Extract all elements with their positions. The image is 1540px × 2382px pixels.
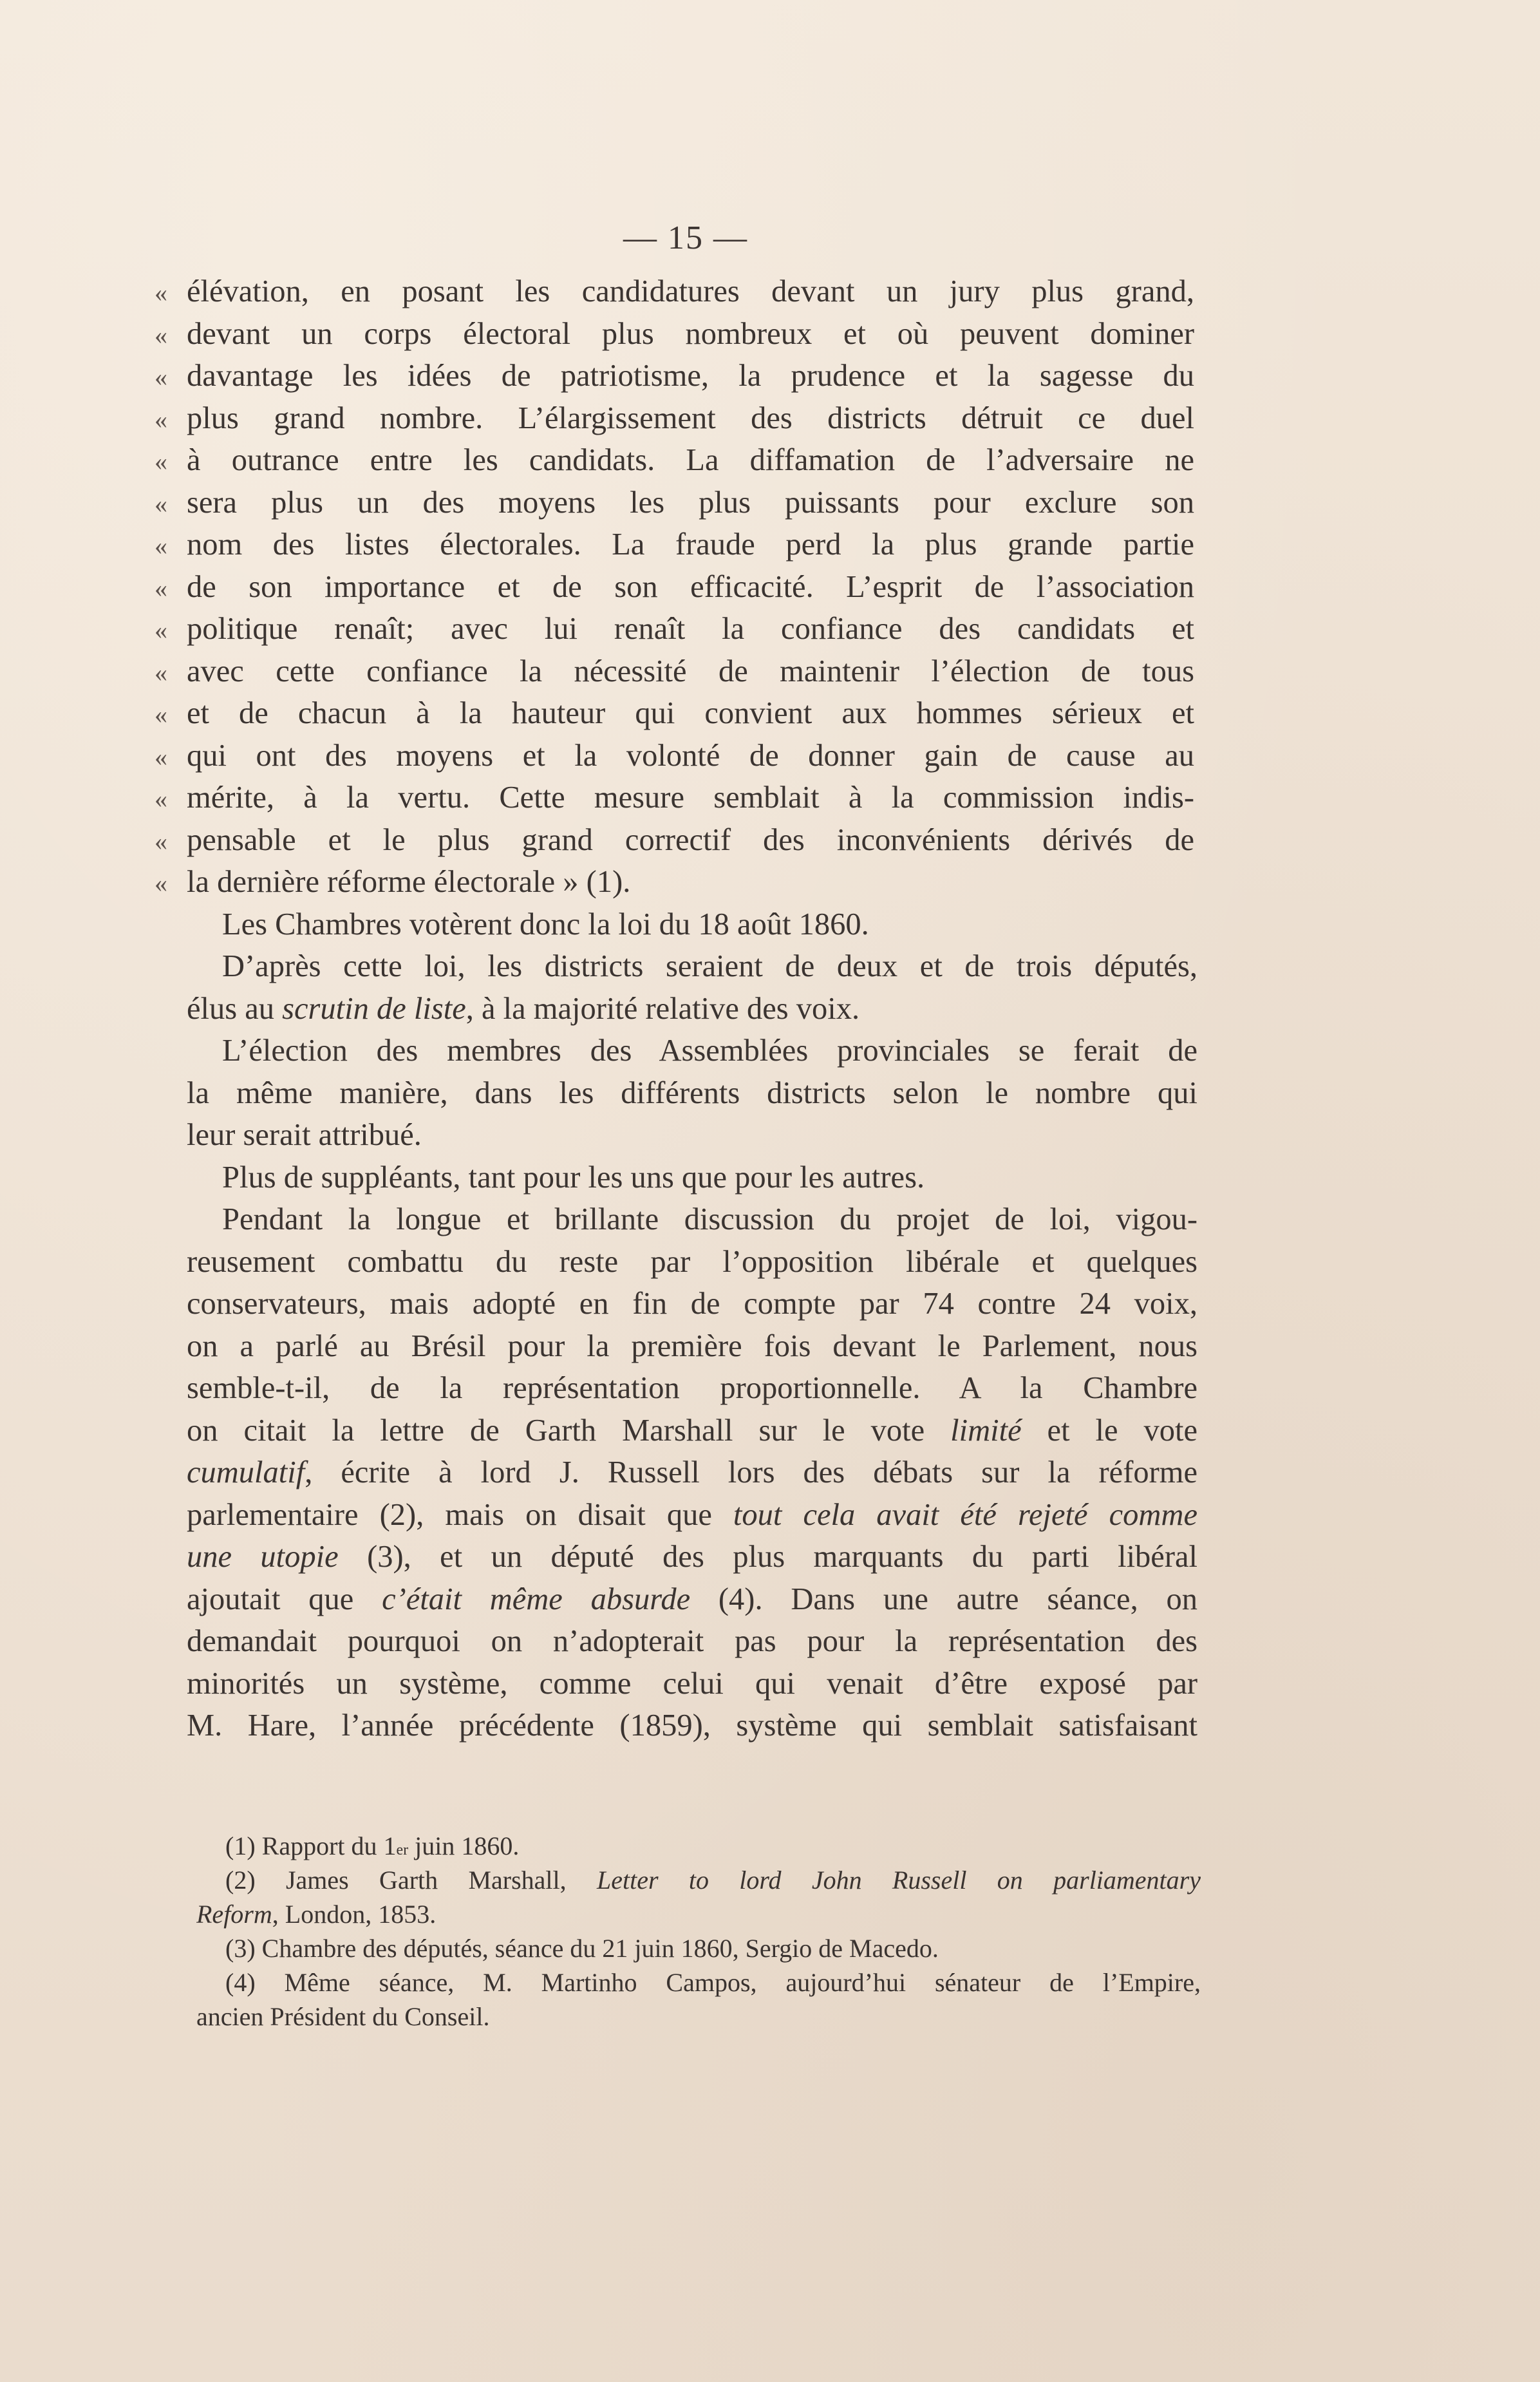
quote-mark: « <box>155 363 167 392</box>
quote-mark: « <box>155 657 167 687</box>
quote-text: politique renaît; avec lui renaît la confiance des candidats et <box>187 612 1194 646</box>
footnote-2 <box>196 1863 1201 1897</box>
quote-mark: « <box>155 616 167 645</box>
paragraph-line: semble-t-il, de la représentation proportionnelle. A la Chambre <box>187 1371 1197 1405</box>
paragraph-line <box>187 1410 1197 1452</box>
superscript: er <box>396 1842 409 1858</box>
paragraph-line <box>187 1578 1197 1621</box>
quote-line <box>155 313 1197 355</box>
quote-line <box>155 735 1197 777</box>
quote-mark: « <box>155 784 167 813</box>
quoted-passage <box>155 270 1197 903</box>
text-run: parlementaire (2), mais on disait que <box>187 1497 733 1532</box>
footnote-4: (4) Même séance, M. Martinho Campos, aujourd’hui sénateur de l’Empire, <box>225 1968 1201 1997</box>
paragraph-line: Les Chambres votèrent donc la loi du 18 août 1860. <box>222 907 869 941</box>
paragraph-line: la même manière, dans les différents districts selon le nombre qui <box>187 1075 1197 1110</box>
emphasis: cumulatif <box>187 1455 305 1489</box>
quote-text: de son importance et de son efficacité. L’esprit de l’association <box>187 569 1194 604</box>
paragraph-line <box>187 1494 1197 1536</box>
text-run: , écrite à lord J. Russell lors des débats sur la réforme <box>305 1455 1197 1489</box>
quote-mark: « <box>155 531 167 560</box>
paragraph-line: M. Hare, l’année précédente (1859), système qui semblait satisfaisant <box>187 1708 1197 1743</box>
quote-text: la dernière réforme électorale » (1). <box>187 865 631 899</box>
text-run: , London, 1853. <box>272 1900 437 1929</box>
quote-mark: « <box>155 742 167 771</box>
text-run: (2) James Garth Marshall, <box>225 1866 597 1895</box>
paragraph-line: L’élection des membres des Assemblées provinciales se ferait de <box>222 1034 1197 1068</box>
paragraph-line: Pendant la longue et brillante discussion du projet de loi, vigou- <box>222 1202 1197 1236</box>
footnotes <box>196 1829 1201 2034</box>
paragraph-line: minorités un système, comme celui qui venait d’être exposé par <box>187 1666 1197 1701</box>
paragraph-line: reusement combattu du reste par l’opposition libérale et quelques <box>187 1244 1197 1279</box>
quote-line <box>155 270 1197 313</box>
footnote-1 <box>196 1829 1201 1863</box>
paragraph-provincial-assemblies <box>187 1030 1197 1157</box>
quote-line <box>155 819 1197 862</box>
quote-mark: « <box>155 573 167 603</box>
text-run: et le vote <box>1021 1413 1197 1448</box>
paragraph-line: leur serait attribué. <box>187 1118 422 1152</box>
footnote-3: (3) Chambre des députés, séance du 21 juin 1860, Sergio de Macedo. <box>225 1934 939 1963</box>
text-run: juin 1860. <box>408 1831 520 1860</box>
quote-line <box>155 524 1197 566</box>
quote-text: pensable et le plus grand correctif des inconvénients dérivés de <box>187 822 1194 857</box>
text-run: (1) Rapport du 1 <box>225 1831 397 1860</box>
quote-text: élévation, en posant les candidatures devant un jury plus grand, <box>187 274 1194 308</box>
emphasis: Letter to lord John Russell on parliamentary <box>596 1866 1201 1895</box>
quote-line <box>155 566 1197 609</box>
quote-line <box>155 355 1197 397</box>
paragraph-line: Plus de suppléants, tant pour les uns que pour les autres. <box>222 1160 925 1195</box>
quote-line <box>155 777 1197 819</box>
body-text <box>155 270 1197 1747</box>
emphasis: une utopie <box>187 1540 339 1574</box>
paragraph-law-vote <box>187 903 1197 946</box>
text-run: on citait la lettre de Garth Marshall sur le vote <box>187 1413 951 1448</box>
quote-text: devant un corps électoral plus nombreux et où peuvent dominer <box>187 316 1194 351</box>
paragraph-line <box>187 1451 1197 1494</box>
text-run: ajoutait que <box>187 1582 382 1616</box>
quote-mark: « <box>155 826 167 856</box>
quote-line <box>155 692 1197 735</box>
quote-mark: « <box>155 447 167 476</box>
quote-text: à outrance entre les candidats. La diffamation de l’adversaire ne <box>187 443 1194 477</box>
emphasis: Reform <box>196 1900 272 1929</box>
paragraph-line <box>187 1536 1197 1578</box>
quote-line <box>155 397 1197 440</box>
paragraph-line <box>187 988 1197 1030</box>
paragraph-substitutes <box>187 1157 1197 1199</box>
quote-text: plus grand nombre. L’élargissement des districts détruit ce duel <box>187 401 1194 435</box>
quote-text: sera plus un des moyens les plus puissants pour exclure son <box>187 485 1194 520</box>
quote-text: mérite, à la vertu. Cette mesure semblait à la commission indis- <box>187 780 1194 815</box>
quote-text: nom des listes électorales. La fraude perd la plus grande partie <box>187 527 1194 562</box>
paragraph-discussion <box>187 1198 1197 1747</box>
emphasis: tout cela avait été rejeté comme <box>733 1497 1197 1532</box>
text-run: (4). Dans une autre séance, on <box>690 1582 1197 1616</box>
paragraph-line: demandait pourquoi on n’adopterait pas pour la représentation des <box>187 1624 1197 1658</box>
text-run: (3), et un député des plus marquants du parti libéral <box>338 1540 1197 1574</box>
quote-line <box>155 482 1197 524</box>
quote-mark: « <box>155 320 167 350</box>
emphasis: scrutin de liste <box>282 991 466 1026</box>
paragraph-line: D’après cette loi, les districts seraient de deux et de trois députés, <box>222 949 1197 983</box>
quote-mark: « <box>155 489 167 518</box>
quote-text: et de chacun à la hauteur qui convient aux hommes sérieux et <box>187 696 1194 730</box>
paragraph-line: conservateurs, mais adopté en fin de compte par 74 contre 24 voix, <box>187 1287 1197 1321</box>
text-run: élus au <box>187 991 283 1026</box>
page-number: — 15 — <box>623 220 748 256</box>
quote-text: avec cette confiance la nécessité de maintenir l’élection de tous <box>187 654 1194 688</box>
quote-line <box>155 650 1197 693</box>
text-run: , à la majorité relative des voix. <box>465 991 860 1026</box>
footnote-2-continued <box>196 1897 1201 1931</box>
quote-text: davantage les idées de patriotisme, la prudence et la sagesse du <box>187 359 1194 393</box>
footnote-4-continued: ancien Président du Conseil. <box>196 2002 490 2031</box>
quote-mark: « <box>155 700 167 729</box>
emphasis: limité <box>950 1413 1022 1448</box>
paragraph-line: on a parlé au Brésil pour la première fois devant le Parlement, nous <box>187 1328 1197 1363</box>
quote-line <box>155 439 1197 482</box>
emphasis: c’était même absurde <box>382 1582 691 1616</box>
quote-text: qui ont des moyens et la volonté de donner gain de cause au <box>187 738 1194 773</box>
quote-mark: « <box>155 278 167 307</box>
quote-mark: « <box>155 869 167 898</box>
quote-line <box>155 861 1197 903</box>
quote-line <box>155 608 1197 650</box>
quote-mark: « <box>155 404 167 434</box>
paragraph-districts <box>187 945 1197 1030</box>
